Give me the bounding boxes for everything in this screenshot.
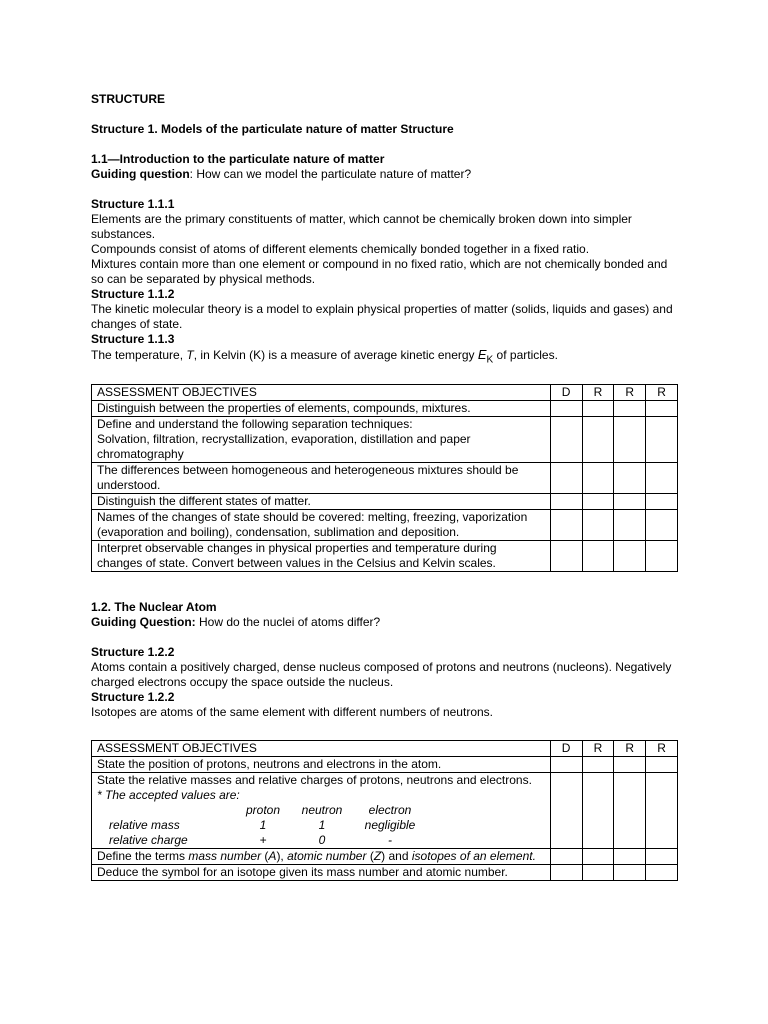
objective-cell: The differences between homogeneous and heterogeneous mixtures should be understood.: [92, 463, 551, 494]
objective-cell: [92, 773, 551, 849]
check-cell[interactable]: [550, 463, 582, 494]
check-cell[interactable]: [550, 494, 582, 510]
check-cell[interactable]: [550, 757, 582, 773]
check-cell[interactable]: [646, 510, 678, 541]
text-part: ),: [276, 849, 288, 864]
symbol-t: T: [186, 348, 194, 362]
objective-cell: Deduce the symbol for an isotope given its mass number and atomic number.: [92, 865, 551, 881]
proton-charge: +: [259, 833, 267, 848]
electron-charge: -: [388, 833, 392, 848]
check-cell[interactable]: [646, 865, 678, 881]
objective-line: Define and understand the following separation techniques:: [97, 417, 413, 432]
check-cell[interactable]: [646, 463, 678, 494]
proton-mass: 1: [259, 818, 267, 833]
objective-cell: State the position of protons, neutrons and electrons in the atom.: [92, 757, 551, 773]
check-cell[interactable]: [582, 865, 614, 881]
check-cell[interactable]: [614, 401, 646, 417]
paragraph-nucleus: Atoms contain a positively charged, dense nucleus composed of protons and neutrons (nucleons). Negatively charged electrons occupy the space outside the nucleus.: [91, 660, 672, 690]
guiding-label: Guiding Question:: [91, 615, 196, 630]
objective-cell: [92, 849, 551, 865]
check-cell[interactable]: [614, 849, 646, 865]
heading-1-1-1: Structure 1.1.1: [91, 197, 175, 211]
header-col-r2: R: [614, 385, 646, 401]
table-header-row: [92, 741, 678, 757]
guiding-label: Guiding question: [91, 167, 190, 181]
paragraph-elements: Elements are the primary constituents of matter, which cannot be chemically broken down into simpler substances.: [91, 212, 632, 241]
proton-header: proton: [245, 803, 281, 818]
document-subtitle: Structure 1. Models of the particulate nature of matter Structure: [91, 122, 454, 136]
symbol-a: A: [268, 849, 277, 864]
paragraph-isotopes: Isotopes are atoms of the same element with different numbers of neutrons.: [91, 705, 493, 720]
check-cell[interactable]: [582, 401, 614, 417]
text-part: Define the terms: [97, 849, 189, 864]
assessment-table-2: [91, 740, 678, 881]
term-isotopes: isotopes of an element.: [411, 849, 536, 864]
header-col-r3: R: [646, 385, 678, 401]
neutron-mass: 1: [318, 818, 326, 833]
objective-cell: Names of the changes of state should be covered: melting, freezing, vaporization (evaporation and boiling), condensation, sublimation and deposition.: [92, 510, 551, 541]
table-row: [92, 757, 678, 773]
paragraph-compounds: Compounds consist of atoms of different elements chemically bonded together in a fixed ratio.: [91, 242, 590, 256]
table-row: [92, 773, 678, 849]
header-col-r3: R: [646, 741, 678, 757]
check-cell[interactable]: [646, 494, 678, 510]
text-part: , in Kelvin (K) is a measure of average kinetic energy: [193, 348, 478, 362]
symbol-e: E: [477, 347, 487, 362]
check-cell[interactable]: [582, 773, 614, 849]
check-cell[interactable]: [614, 773, 646, 849]
check-cell[interactable]: [550, 865, 582, 881]
check-cell[interactable]: [614, 541, 646, 572]
table-row: [92, 865, 678, 881]
guiding-text: : How can we model the particulate nature of matter?: [189, 167, 472, 181]
paragraph-temperature: [91, 347, 681, 367]
neutron-header: neutron: [301, 803, 343, 818]
check-cell[interactable]: [582, 417, 614, 463]
check-cell[interactable]: [614, 417, 646, 463]
check-cell[interactable]: [646, 401, 678, 417]
check-cell[interactable]: [614, 865, 646, 881]
header-col-r1: R: [582, 385, 614, 401]
header-col-r2: R: [614, 741, 646, 757]
table-row: [92, 510, 678, 541]
header-col-d: D: [550, 385, 582, 401]
paragraph-mixtures: Mixtures contain more than one element or compound in no fixed ratio, which are not chemically bonded and so can be separated by physical methods.: [91, 257, 668, 286]
relative-charge-row: [97, 833, 545, 848]
check-cell[interactable]: [646, 757, 678, 773]
text-part: ) and: [381, 849, 412, 864]
term-mass-number: mass number: [188, 849, 262, 864]
check-cell[interactable]: [646, 417, 678, 463]
guiding-question-1-1: [91, 167, 681, 182]
objective-cell: Interpret observable changes in physical properties and temperature during changes of state. Convert between values in the Celsius and Kelvin scales.: [92, 541, 551, 572]
table-row: [92, 541, 678, 572]
check-cell[interactable]: [614, 510, 646, 541]
table-row: [92, 463, 678, 494]
check-cell[interactable]: [582, 757, 614, 773]
text-part: (: [366, 849, 374, 864]
relative-charge-label: relative charge: [109, 833, 188, 848]
objective-cell: [92, 417, 551, 463]
objective-cell: Distinguish between the properties of elements, compounds, mixtures.: [92, 401, 551, 417]
neutron-charge: 0: [318, 833, 326, 848]
table-header-row: [92, 385, 678, 401]
check-cell[interactable]: [582, 463, 614, 494]
symbol-z: Z: [373, 849, 382, 864]
heading-1-1-3: Structure 1.1.3: [91, 332, 175, 346]
header-cell: ASSESSMENT OBJECTIVES: [92, 385, 551, 401]
document-page: [91, 92, 681, 881]
check-cell[interactable]: [582, 849, 614, 865]
check-cell[interactable]: [550, 541, 582, 572]
check-cell[interactable]: [582, 541, 614, 572]
check-cell[interactable]: [646, 541, 678, 572]
electron-mass: negligible: [364, 818, 416, 833]
check-cell[interactable]: [550, 849, 582, 865]
header-cell: ASSESSMENT OBJECTIVES: [92, 741, 551, 757]
check-cell[interactable]: [550, 417, 582, 463]
header-col-d: D: [550, 741, 582, 757]
check-cell[interactable]: [550, 401, 582, 417]
check-cell[interactable]: [582, 494, 614, 510]
section-1-2-heading: 1.2. The Nuclear Atom: [91, 600, 217, 615]
values-header-row: [97, 803, 545, 818]
heading-1-2-2b: Structure 1.2.2: [91, 690, 175, 705]
table-row: [92, 401, 678, 417]
check-cell[interactable]: [614, 494, 646, 510]
relative-mass-label: relative mass: [109, 818, 180, 833]
assessment-table-1: [91, 384, 678, 572]
text-part: The temperature,: [91, 348, 187, 362]
check-cell[interactable]: [582, 510, 614, 541]
check-cell[interactable]: [614, 463, 646, 494]
text-part: (: [261, 849, 269, 864]
heading-1-1-2: Structure 1.1.2: [91, 287, 175, 301]
table-row: [92, 417, 678, 463]
guiding-question-1-2: [91, 615, 681, 630]
header-col-r1: R: [582, 741, 614, 757]
check-cell[interactable]: [550, 773, 582, 849]
document-title: STRUCTURE: [91, 92, 165, 106]
check-cell[interactable]: [646, 849, 678, 865]
check-cell[interactable]: [646, 773, 678, 849]
objective-cell: Distinguish the different states of matter.: [92, 494, 551, 510]
section-1-1-heading: 1.1—Introduction to the particulate nature of matter: [91, 152, 385, 166]
term-atomic-number: atomic number: [287, 849, 367, 864]
accepted-values-note: * The accepted values are:: [97, 788, 240, 803]
text-part: of particles.: [493, 348, 558, 362]
heading-1-2-2a: Structure 1.2.2: [91, 645, 175, 660]
paragraph-kinetic-theory: The kinetic molecular theory is a model to explain physical properties of matter (solids, liquids and gases) and changes of state.: [91, 302, 673, 331]
check-cell[interactable]: [550, 510, 582, 541]
table-row: [92, 849, 678, 865]
objective-line: State the relative masses and relative charges of protons, neutrons and electrons.: [97, 773, 532, 788]
table-row: [92, 494, 678, 510]
electron-header: electron: [368, 803, 412, 818]
relative-mass-row: [97, 818, 545, 833]
guiding-text: How do the nuclei of atoms differ?: [195, 615, 381, 630]
subscript-k: K: [486, 354, 494, 366]
objective-line: Solvation, filtration, recrystallization, evaporation, distillation and paper chromatography: [97, 432, 471, 462]
check-cell[interactable]: [614, 757, 646, 773]
